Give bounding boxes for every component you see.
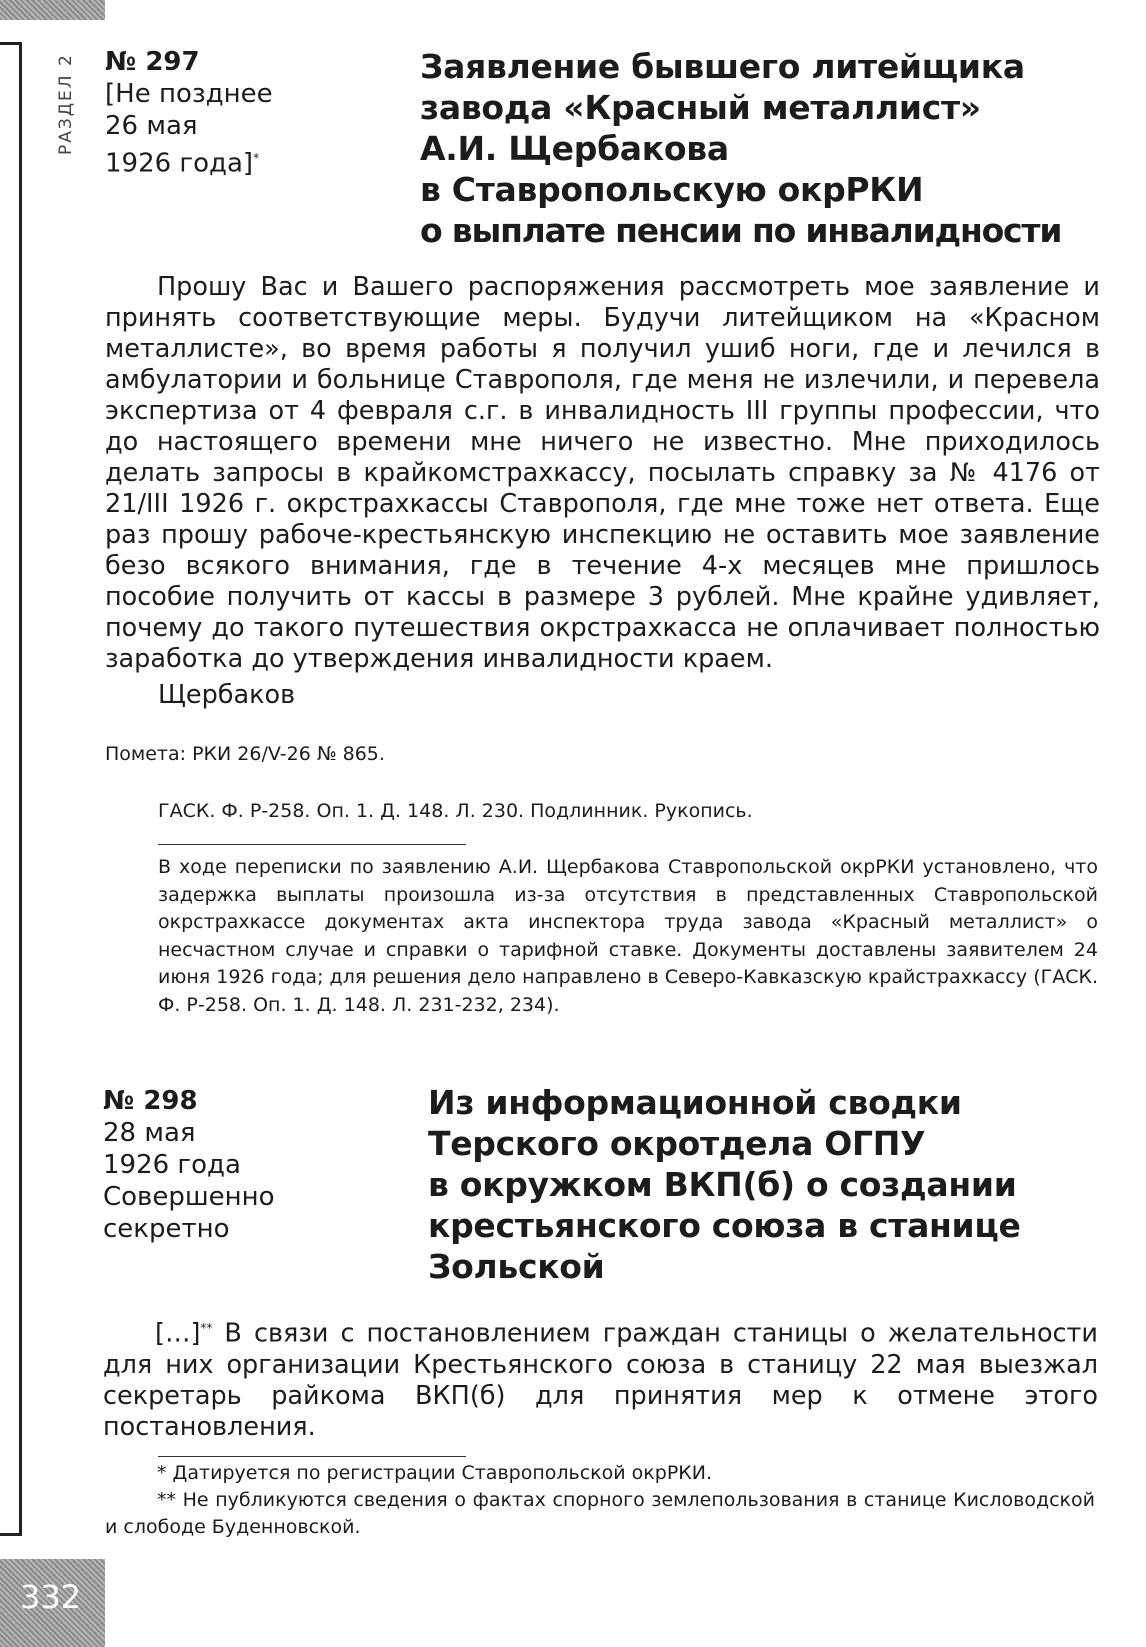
title-line: в окружком ВКП(б) о создании: [428, 1165, 1017, 1204]
footnote: * Датируется по регистрации Ставропольской окрРКИ.: [157, 1462, 713, 1484]
margin-bracket: [0, 42, 22, 1536]
footnote-marker: **: [200, 1321, 213, 1335]
page-number: 332: [20, 1578, 82, 1616]
title-line: Зольской: [428, 1247, 605, 1286]
editorial-note: В ходе переписки по заявлению А.И. Щербакова Ставропольской окрРКИ установлено, что задержка выплаты произошла из-за отсутствия в представленных Ставропольской окрстрахкассе документах акта инспектора труда завода «Красный металлист» о несчастном случае и справки о тарифной ставке. Документы доставлены заявителем 24 июня 1926 года; для решения дело направлено в Северо-Кавказскую крайстрахкассу (ГАСК. Ф. Р-258. Оп. 1. Д. 148. Л. 231-232, 234).: [158, 856, 1098, 1016]
footnote-divider: [158, 1456, 466, 1457]
doc-298-title: [428, 1082, 1108, 1287]
doc-298-number: № 298: [103, 1086, 198, 1116]
note-divider: [158, 844, 466, 845]
footnotes: [105, 1460, 1095, 1541]
title-line: Из информационной сводки: [428, 1083, 962, 1122]
doc-297-title: [420, 46, 1110, 251]
doc-297-date-line: 26 мая: [105, 111, 198, 141]
doc-298-paragraph: [103, 1313, 1098, 1443]
doc-297-date-year: 1926 года]: [105, 148, 254, 179]
omission-mark: […]: [155, 1318, 201, 1349]
doc-298-classification: Совершенно: [103, 1182, 275, 1212]
footnote: ** Не публикуются сведения о фактах спорного землепользования в станице Кисловодской и слободе Буденновской.: [105, 1489, 1095, 1538]
doc-297-paragraph: Прошу Вас и Вашего распоряжения рассмотреть мое заявление и принять соответствующие меры. Будучи литейщиком на «Красном металлисте», во время работы я получил ушиб ноги, где и лечился в амбулатории и больнице Ставрополя, где меня не излечили, и перевела экспертиза от 4 февраля с.г. в инвалидность III группы профессии, что до настоящего времени мне ничего не известно. Мне приходилось делать запросы в крайкомстрахкассу, посылать справку за № 4176 от 21/III 1926 г. окрстрахкассы Ставрополя, где мне тоже нет ответа. Еще раз прошу рабоче-крестьянскую инспекцию не оставить мое заявление безо всякого внимания, где в течение 4-х месяцев мне пришлось пособие получить от кассы в размере 3 рублей. Мне крайне удивляет, почему до такого путешествия окрстрахкасса не оплачивает полностью заработка до утверждения инвалидности краем.: [105, 272, 1100, 674]
doc-298-body: [103, 1313, 1098, 1443]
doc-297-number: № 297: [105, 47, 200, 77]
doc-297-meta: [105, 46, 273, 180]
title-line: крестьянского союза в станице: [428, 1206, 1021, 1245]
title-line: Терского окротдела ОГПУ: [428, 1124, 926, 1163]
doc-298-text: В связи с постановлением граждан станицы о желательности для них организации Крестьянского союза в станицу 22 мая выезжал секретарь райкома ВКП(б) для принятия мер к отмене этого постановления.: [103, 1318, 1098, 1442]
doc-298-meta: [103, 1085, 275, 1245]
title-line: Заявление бывшего литейщика: [420, 47, 1025, 86]
page-corner-tab: [0, 0, 105, 20]
archive-reference: ГАСК. Ф. Р-258. Оп. 1. Д. 148. Л. 230. Подлинник. Рукопись.: [158, 800, 753, 822]
annotation: Помета: РКИ 26/V-26 № 865.: [105, 743, 385, 765]
title-line: А.И. Щербакова: [420, 129, 729, 168]
doc-297-date-line: [Не позднее: [105, 79, 273, 109]
doc-297-body: [105, 272, 1100, 675]
doc-298-date-line: 28 мая: [103, 1118, 196, 1148]
doc-298-date-line: 1926 года: [103, 1150, 241, 1180]
footnote-marker: *: [253, 151, 260, 165]
title-line: о выплате пенсии по инвалидности: [420, 211, 1062, 250]
signature: Щербаков: [158, 680, 296, 710]
doc-298-classification: секретно: [103, 1214, 230, 1244]
section-label: РАЗДЕЛ 2: [56, 53, 76, 155]
doc-297-date-line: [105, 142, 273, 180]
title-line: в Ставропольскую окрРКИ: [420, 170, 924, 209]
title-line: завода «Красный металлист»: [420, 88, 981, 127]
